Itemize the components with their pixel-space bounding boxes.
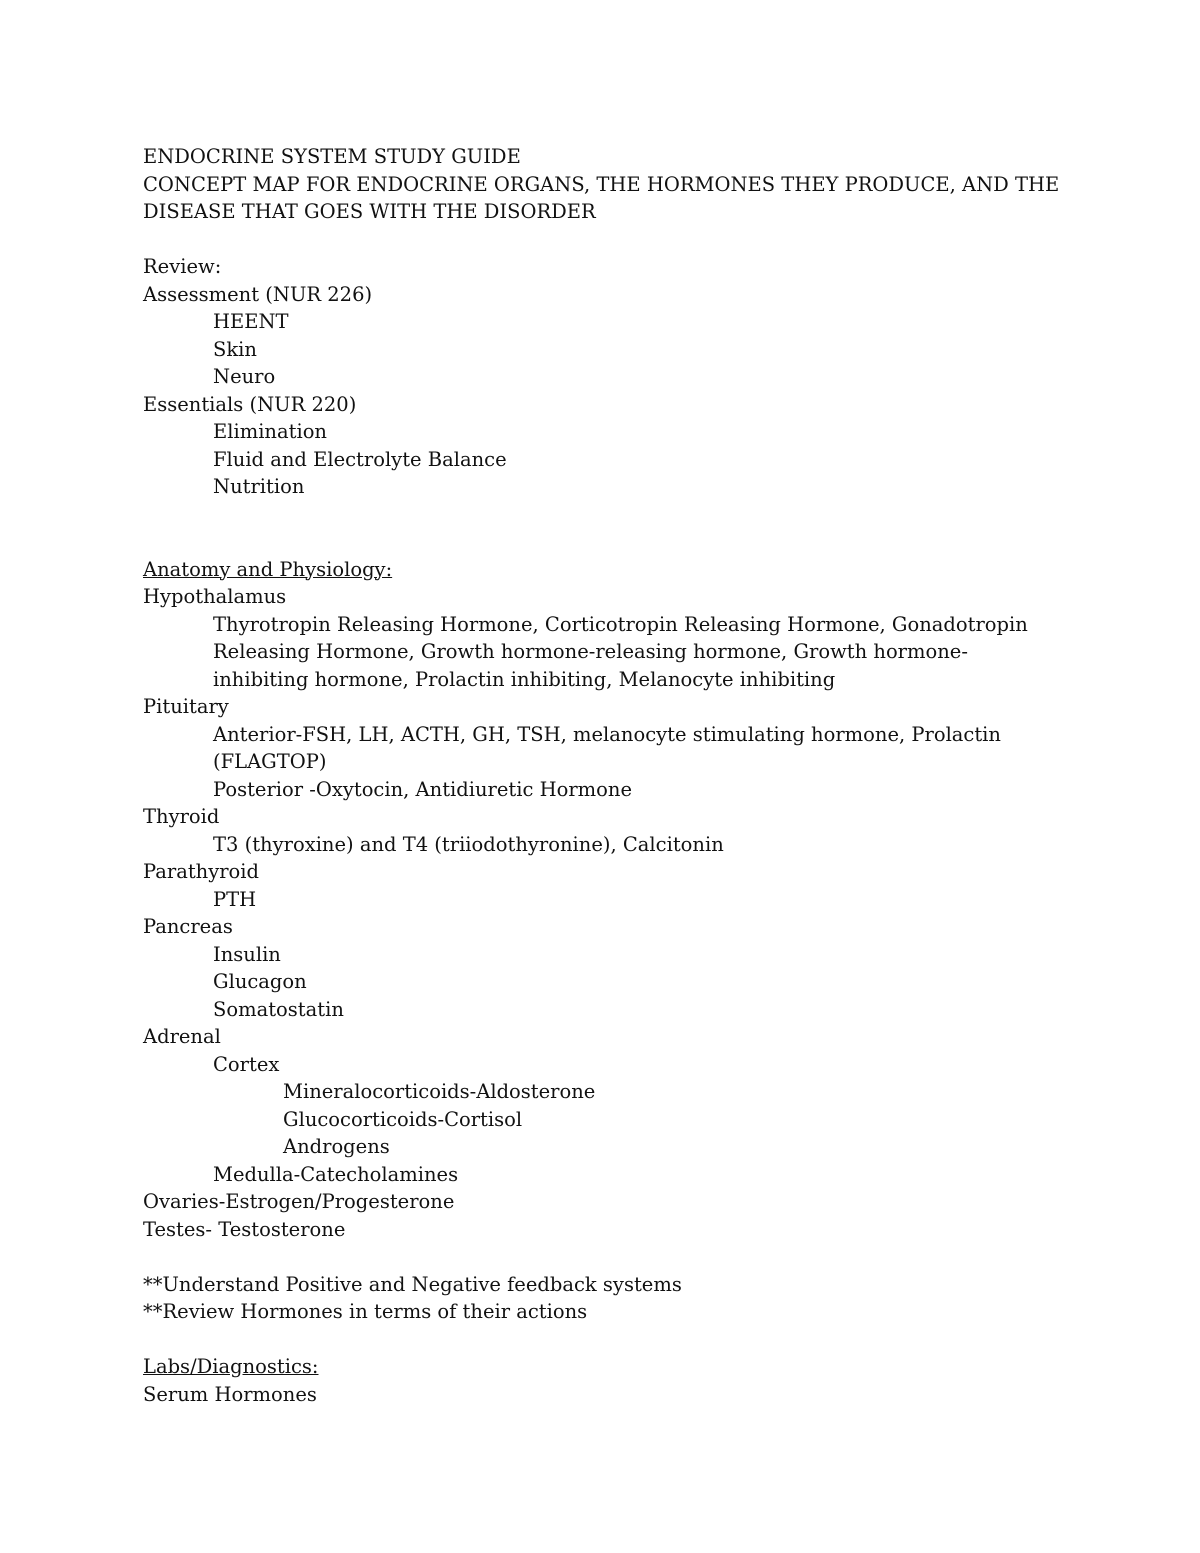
document-subtitle-line-1: CONCEPT MAP FOR ENDOCRINE ORGANS, THE HORMONES THEY PRODUCE, AND THE [143, 172, 1060, 196]
essentials-item-elimination: Elimination [213, 420, 327, 443]
hypothalamus-label: Hypothalamus [143, 585, 287, 608]
essentials-label: Essentials (NUR 220) [143, 392, 357, 416]
essentials-item-nutrition: Nutrition [213, 475, 305, 498]
thyroid-label: Thyroid [143, 805, 220, 828]
note-feedback-systems: **Understand Positive and Negative feedback systems [143, 1272, 682, 1296]
document-subtitle-line-2: DISEASE THAT GOES WITH THE DISORDER [143, 200, 596, 223]
assessment-label: Assessment (NUR 226) [143, 282, 373, 306]
spacer [143, 501, 1063, 529]
review-heading: Review: [143, 255, 222, 278]
hypothalamus-hormones-line-3: inhibiting hormone, Prolactin inhibiting, Melanocyte inhibiting [213, 667, 836, 691]
document-body [143, 143, 1063, 1408]
parathyroid-label: Parathyroid [143, 860, 260, 883]
assessment-item-heent: HEENT [213, 310, 289, 333]
note-review-hormones: **Review Hormones in terms of their actions [143, 1300, 588, 1323]
pituitary-anterior-line-2: (FLAGTOP) [213, 750, 327, 773]
parathyroid-hormones: PTH [213, 887, 257, 911]
essentials-item-fluid-electrolyte: Fluid and Electrolyte Balance [213, 447, 507, 471]
ovaries-hormones: Ovaries-Estrogen/Progesterone [143, 1190, 455, 1213]
adrenal-cortex-item-androgens: Androgens [283, 1135, 390, 1158]
pancreas-item-insulin: Insulin [213, 942, 281, 966]
adrenal-medulla: Medulla-Catecholamines [213, 1162, 459, 1186]
testes-hormones: Testes- Testosterone [143, 1217, 346, 1241]
adrenal-cortex-label: Cortex [213, 1052, 280, 1076]
spacer [143, 226, 1063, 254]
hypothalamus-hormones-line-2: Releasing Hormone, Growth hormone-releasing hormone, Growth hormone- [213, 640, 968, 663]
anatomy-heading: Anatomy and Physiology: [143, 557, 393, 581]
pituitary-anterior-line-1: Anterior-FSH, LH, ACTH, GH, TSH, melanocyte stimulating hormone, Prolactin [213, 722, 1001, 746]
pituitary-label: Pituitary [143, 695, 229, 718]
labs-heading-row [143, 1353, 1063, 1381]
pancreas-item-glucagon: Glucagon [213, 970, 307, 993]
spacer [143, 528, 1063, 556]
adrenal-cortex-item-mineralocorticoids: Mineralocorticoids-Aldosterone [283, 1080, 596, 1103]
anatomy-heading-row [143, 556, 1063, 584]
assessment-item-skin: Skin [213, 337, 257, 361]
pituitary-posterior: Posterior -Oxytocin, Antidiuretic Hormone [213, 777, 632, 801]
document-title: ENDOCRINE SYSTEM STUDY GUIDE [143, 145, 521, 168]
spacer [143, 1326, 1063, 1354]
spacer [143, 1243, 1063, 1271]
thyroid-hormones: T3 (thyroxine) and T4 (triiodothyronine), Calcitonin [213, 832, 724, 856]
assessment-item-neuro: Neuro [213, 365, 276, 388]
pancreas-item-somatostatin: Somatostatin [213, 997, 344, 1021]
adrenal-label: Adrenal [143, 1025, 221, 1048]
hypothalamus-hormones-line-1: Thyrotropin Releasing Hormone, Corticotropin Releasing Hormone, Gonadotropin [213, 612, 1028, 636]
pancreas-label: Pancreas [143, 915, 233, 938]
adrenal-cortex-item-glucocorticoids: Glucocorticoids-Cortisol [283, 1107, 523, 1131]
labs-item-serum-hormones: Serum Hormones [143, 1382, 317, 1406]
labs-heading: Labs/Diagnostics: [143, 1355, 319, 1378]
